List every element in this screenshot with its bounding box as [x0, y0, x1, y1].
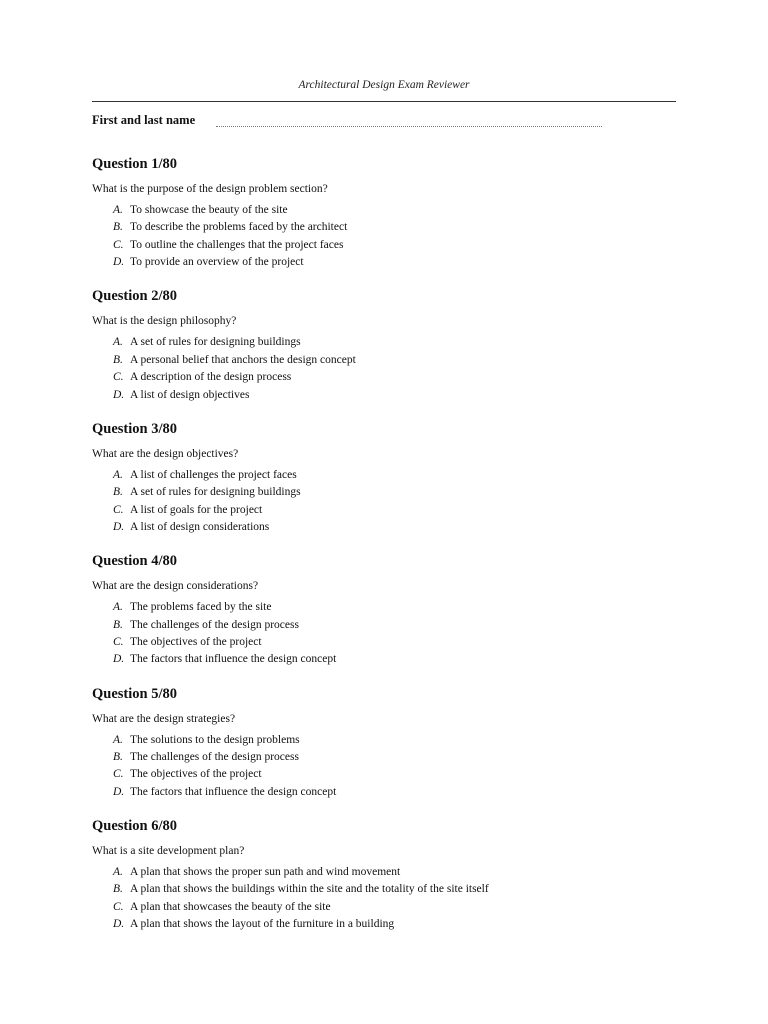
question-text: What are the design strategies?	[92, 712, 236, 725]
option-d[interactable]	[92, 785, 676, 802]
option-text: A personal belief that anchors the design concept	[130, 353, 356, 366]
name-row	[92, 113, 676, 133]
option-d[interactable]	[92, 652, 676, 669]
option-text: The objectives of the project	[130, 768, 262, 781]
option-text: A plan that shows the buildings within the site and the totality of the site itself	[130, 883, 489, 896]
option-letter: B.	[113, 353, 123, 366]
option-letter: D.	[113, 653, 125, 666]
option-a[interactable]	[92, 600, 676, 617]
question-1	[92, 155, 676, 287]
question-list	[92, 155, 676, 949]
option-letter: C.	[113, 768, 124, 781]
option-text: To provide an overview of the project	[130, 256, 304, 269]
question-text: What are the design considerations?	[92, 580, 259, 593]
document-title: Architectural Design Exam Reviewer	[298, 79, 470, 91]
option-text: A list of goals for the project	[130, 503, 263, 516]
option-c[interactable]	[92, 635, 676, 652]
option-letter: A.	[113, 733, 123, 746]
option-letter: C.	[113, 900, 124, 913]
option-list	[92, 468, 676, 538]
option-d[interactable]	[92, 255, 676, 272]
option-text: The solutions to the design problems	[130, 733, 300, 746]
question-heading: Question 4/80	[92, 553, 177, 570]
option-a[interactable]	[92, 468, 676, 485]
option-b[interactable]	[92, 618, 676, 635]
option-text: To describe the problems faced by the architect	[130, 221, 348, 234]
question-heading: Question 1/80	[92, 156, 177, 172]
option-letter: B.	[113, 618, 123, 631]
question-text: What are the design objectives?	[92, 447, 239, 460]
option-letter: A.	[113, 204, 123, 216]
question-2	[92, 287, 676, 419]
question-heading: Question 6/80	[92, 817, 177, 834]
option-list	[92, 733, 676, 803]
question-text: What is a site development plan?	[92, 844, 245, 857]
option-text: A list of design considerations	[130, 520, 270, 533]
option-b[interactable]	[92, 485, 676, 502]
question-5	[92, 685, 676, 817]
option-text: The problems faced by the site	[130, 601, 272, 614]
option-c[interactable]	[92, 900, 676, 917]
question-text: What is the purpose of the design problem section?	[92, 183, 328, 195]
name-input-line[interactable]	[216, 126, 602, 127]
option-b[interactable]	[92, 353, 676, 370]
option-list	[92, 203, 676, 273]
option-text: The objectives of the project	[130, 635, 262, 648]
option-letter: A.	[113, 336, 123, 349]
question-heading: Question 3/80	[92, 420, 177, 437]
option-letter: B.	[113, 750, 123, 763]
header-rule	[92, 101, 676, 102]
option-text: A description of the design process	[130, 371, 292, 384]
option-letter: D.	[113, 520, 125, 533]
option-text: The challenges of the design process	[130, 750, 299, 763]
option-a[interactable]	[92, 335, 676, 352]
option-text: The challenges of the design process	[130, 618, 299, 631]
option-a[interactable]	[92, 203, 676, 220]
option-letter: A.	[113, 601, 123, 614]
option-a[interactable]	[92, 865, 676, 882]
option-text: To outline the challenges that the project faces	[130, 238, 344, 251]
option-text: The factors that influence the design concept	[130, 653, 337, 666]
option-text: A plan that shows the layout of the furniture in a building	[130, 918, 395, 931]
option-letter: D.	[113, 388, 125, 401]
option-letter: D.	[113, 256, 125, 269]
option-list	[92, 335, 676, 405]
option-list	[92, 600, 676, 670]
question-4	[92, 552, 676, 684]
option-a[interactable]	[92, 733, 676, 750]
option-letter: C.	[113, 503, 124, 516]
name-label: First and last name	[92, 113, 196, 127]
option-text: A list of challenges the project faces	[130, 468, 297, 481]
option-c[interactable]	[92, 503, 676, 520]
option-letter: D.	[113, 785, 125, 798]
option-letter: B.	[113, 883, 123, 896]
question-text: What is the design philosophy?	[92, 315, 237, 328]
option-letter: C.	[113, 238, 124, 251]
option-letter: A.	[113, 865, 123, 878]
question-6	[92, 817, 676, 949]
option-text: A set of rules for designing buildings	[130, 486, 301, 499]
option-letter: D.	[113, 918, 125, 931]
option-d[interactable]	[92, 520, 676, 537]
option-letter: C.	[113, 371, 124, 384]
option-b[interactable]	[92, 220, 676, 237]
option-list	[92, 865, 676, 935]
question-heading: Question 5/80	[92, 685, 177, 702]
option-c[interactable]	[92, 238, 676, 255]
option-text: A plan that shows the proper sun path and wind movement	[130, 865, 401, 878]
question-3	[92, 420, 676, 552]
option-d[interactable]	[92, 388, 676, 405]
option-letter: C.	[113, 635, 124, 648]
option-c[interactable]	[92, 767, 676, 784]
option-text: To showcase the beauty of the site	[130, 204, 288, 216]
option-letter: B.	[113, 221, 123, 234]
option-d[interactable]	[92, 917, 676, 934]
option-letter: B.	[113, 486, 123, 499]
option-text: The factors that influence the design concept	[130, 785, 337, 798]
option-text: A set of rules for designing buildings	[130, 336, 301, 349]
option-text: A plan that showcases the beauty of the site	[130, 900, 331, 913]
option-text: A list of design objectives	[130, 388, 250, 401]
option-c[interactable]	[92, 370, 676, 387]
option-b[interactable]	[92, 882, 676, 899]
option-letter: A.	[113, 468, 123, 481]
option-b[interactable]	[92, 750, 676, 767]
question-heading: Question 2/80	[92, 288, 177, 305]
